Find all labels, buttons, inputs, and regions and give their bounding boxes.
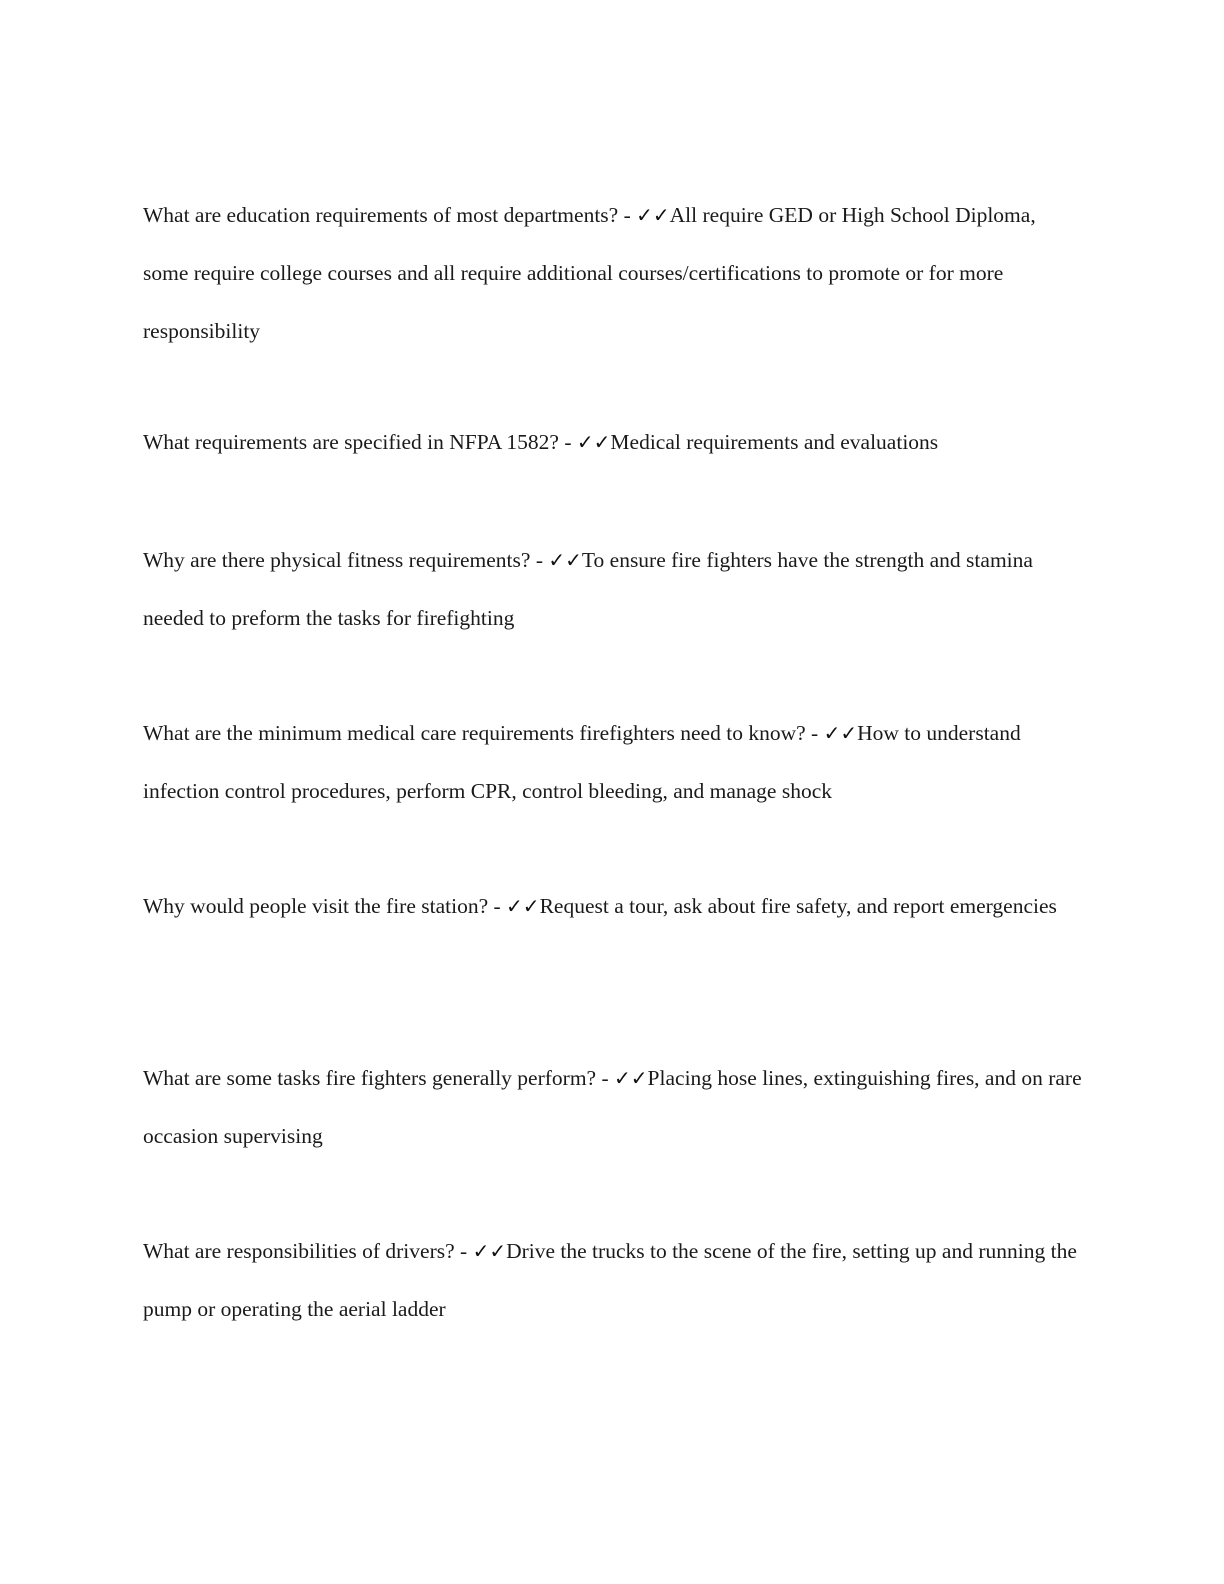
question-text: Why are there physical fitness requirements? [143,548,531,572]
separator: - [618,203,637,227]
qa-item [143,704,1083,820]
double-check-icon: ✓✓ [823,721,858,745]
question-text: What are the minimum medical care requirements firefighters need to know? [143,721,806,745]
question-text: What requirements are specified in NFPA 1582? [143,430,559,454]
double-check-icon: ✓✓ [548,548,582,572]
answer-text: Placing hose lines, extinguishing fires, and on rare occasion supervising [143,1066,1082,1148]
double-check-icon: ✓✓ [636,203,670,227]
question-text: Why would people visit the fire station? [143,894,489,918]
separator: - [596,1066,615,1090]
answer-text: To ensure fire fighters have the strength and stamina needed to preform the tasks for firefighting [143,548,1033,630]
double-check-icon: ✓✓ [506,894,540,918]
qa-item [143,1049,1083,1165]
double-check-icon: ✓✓ [576,430,611,454]
qa-item [143,531,1083,647]
qa-item [143,413,1083,471]
separator: - [805,721,824,745]
question-text: What are some tasks fire fighters generally perform? [143,1066,597,1090]
qa-item [143,1222,1083,1338]
answer-text: All require GED or High School Diploma, some require college courses and all require additional courses/certifications to promote or for more responsibility [143,203,1036,343]
double-check-icon: ✓✓ [472,1239,507,1263]
answer-text: How to understand infection control procedures, perform CPR, control bleeding, and manage shock [143,721,1021,803]
answer-text: Drive the trucks to the scene of the fire, setting up and running the pump or operating the aerial ladder [143,1239,1077,1321]
separator: - [530,548,549,572]
question-text: What are responsibilities of drivers? [143,1239,455,1263]
answer-text: Medical requirements and evaluations [610,430,939,454]
separator: - [454,1239,473,1263]
separator: - [558,430,577,454]
qa-item [143,186,1083,360]
double-check-icon: ✓✓ [614,1066,648,1090]
answer-text: Request a tour, ask about fire safety, and report emergencies [539,894,1057,918]
separator: - [488,894,507,918]
question-text: What are education requirements of most departments? [143,203,619,227]
qa-item [143,877,1083,935]
